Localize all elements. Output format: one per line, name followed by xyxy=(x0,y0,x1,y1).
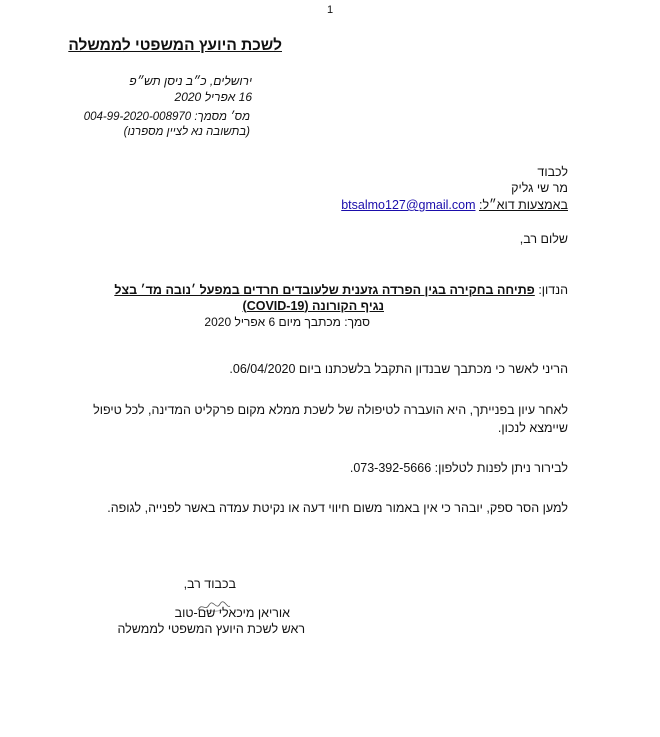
recipient-email-link[interactable]: btsalmo127@gmail.com xyxy=(341,198,476,212)
subject-line-1 xyxy=(114,283,568,297)
paragraph-phone: לבירור ניתן לפנות לטלפון: 073-392-5666. xyxy=(349,461,568,475)
paragraph-received: הריני לאשר כי מכתבך שבנדון התקבל בלשכתנו ביום 06/04/2020. xyxy=(229,362,568,376)
file-reference: מס׳ מסמך: 004-99-2020-008970 xyxy=(83,111,250,123)
email-via-label: באמצעות דוא״ל: xyxy=(478,198,568,212)
paragraph-transferred-line-2: שיימצא לנכון. xyxy=(497,421,568,435)
paragraph-disclaimer: למען הסר ספק, יובהר כי אין באמור משום חיווי דעה או נקיטת עמדה באשר לפנייה, לגופה. xyxy=(107,501,568,515)
signature-name: אוריאן מיכאלי שם-טוב xyxy=(174,606,290,620)
subject-title-1: פתיחה בחקירה בגין הפרדה גזענית שלעובדים חרדים במפעל ׳נובה מד׳ בצל xyxy=(114,283,535,297)
recipient-email-line xyxy=(341,198,568,212)
greeting: שלום רב, xyxy=(519,232,568,246)
subject-title-2: נגיף הקורונה (COVID-19) xyxy=(242,299,384,313)
subject-reference: סמך: מכתבך מיום 6 אפריל 2020 xyxy=(204,315,370,329)
signature-closing: בכבוד רב, xyxy=(183,577,236,591)
page-number: 1 xyxy=(326,4,334,16)
paragraph-transferred-line-1: לאחר עיון בפנייתך, היא הועברה לטיפולה של לשכת ממלא מקום פרקליט המדינה, לכל טיפול xyxy=(93,403,568,417)
office-title: לשכת היועץ המשפטי לממשלה xyxy=(68,37,282,54)
recipient-name: מר שי גליק xyxy=(511,181,568,195)
recipient-salutation: לכבוד xyxy=(537,165,568,179)
subject-line-2 xyxy=(243,299,384,313)
signature-title: ראש לשכת היועץ המשפטי לממשלה xyxy=(117,622,305,636)
file-reference-note: (בתשובה נא לציין מספרנו) xyxy=(123,126,250,138)
date-hebrew: ירושלים, כ״ב ניסן תש״פ xyxy=(129,74,252,88)
subject-label: הנדון: xyxy=(538,283,568,297)
date-gregorian: 16 אפריל 2020 xyxy=(174,90,252,104)
